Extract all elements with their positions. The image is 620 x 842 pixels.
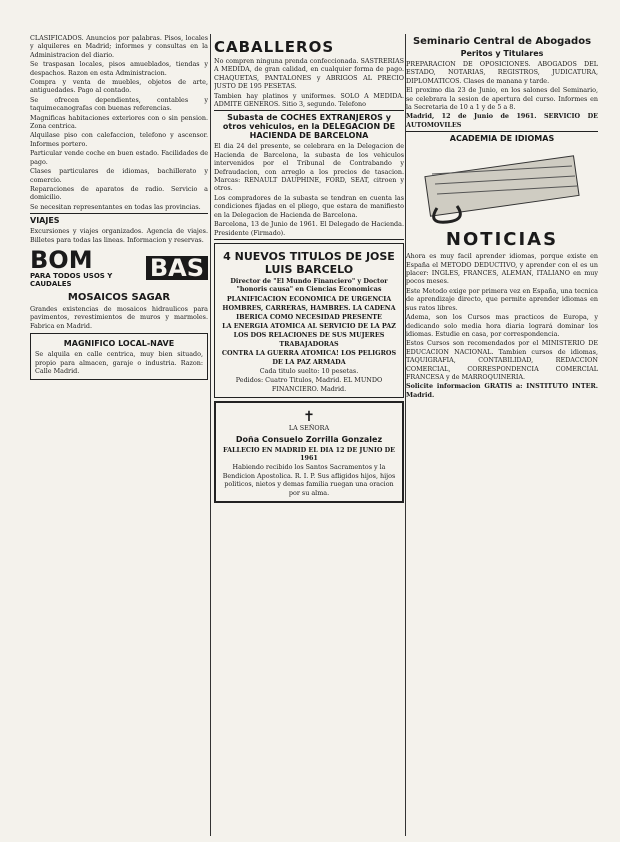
cross-icon: ✝	[303, 409, 315, 426]
noticias-text: Adema, son los Cursos mas practicos de Europa, y dedicando solo media hora diaria logrará dominar los idiomas. Estudie en casa, por correspondencia.	[406, 313, 598, 338]
esquela-notice	[214, 401, 404, 503]
classified-entry: Se ofrecen dependientes, contables y taquimecanografas con buenas referencias.	[30, 95, 208, 113]
magnifico-ad	[30, 333, 208, 380]
divider	[30, 213, 208, 214]
libros-price: Cada titulo suelto: 10 pesetas.	[259, 366, 359, 375]
academia-heading: ACADEMIA DE IDIOMAS	[449, 134, 555, 144]
mosaicos-text: Grandes existencias de mosaicos hidraulicos para pavimentos, revestimientos de muros y marmoles. Fabrica en Madrid.	[30, 304, 208, 330]
classified-entry: Compra y venta de muebles, objetos de arte, antiguedades. Pago al contado.	[30, 78, 208, 95]
column-center	[214, 34, 404, 836]
bombas-ad	[30, 245, 208, 288]
noticias-text: Solicite informacion GRATIS a: INSTITUTO INTER. Madrid.	[406, 382, 598, 399]
magnifico-text: Se alquila en calle centrica, muy bien situado, propio para almacen, garaje o industria. Razon: Calle Madrid.	[35, 350, 203, 375]
seminario-text: El proximo dia 23 de Junio, en los salones del Seminario, se celebrara la sesion de apertura del curso. Informes en la Secretaria de 10 a 1 y de 5 a 8.	[406, 86, 598, 112]
noticias-text: Este Metodo exige por primera vez en España, una tecnica de aprendizaje directo, que permite aprender idiomas en sus ratos libres.	[406, 286, 598, 312]
column-right	[406, 34, 598, 836]
mosaicos-heading: MOSAICOS SAGAR	[67, 291, 171, 303]
libros-ad	[214, 243, 404, 398]
libros-address: Pedidos: Cuatro Titulos, Madrid. EL MUNDO FINANCIERO. Madrid.	[235, 376, 383, 393]
divider	[406, 131, 598, 132]
classified-entry: Alquilase piso con calefaccion, telefono y ascensor. Informes portero.	[30, 131, 208, 148]
seminario-heading: Seminario Central de Abogados	[412, 36, 592, 47]
column-classifieds	[30, 34, 208, 836]
libros-item: HOMBRES, CARRERAS, HAMBRES. LA CADENA IBERICA COMO NECESIDAD PRESENTE	[222, 304, 396, 321]
seminario-text: PREPARACION DE OPOSICIONES. ABOGADOS DEL ESTADO, NOTARIAS, REGISTROS, JUDICATURA, DIPLOMATICOS. Clases de manana y tarde.	[406, 60, 598, 85]
seminario-subheading: Peritos y Titulares	[460, 49, 544, 58]
magnifico-heading: MAGNIFICO LOCAL-NAVE	[63, 339, 175, 349]
telephone-illustration	[406, 146, 598, 226]
libros-item: CONTRA LA GUERRA ATOMICA! LOS PELIGROS DE LA PAZ ARMADA	[221, 349, 397, 366]
subasta-heading: Subasta de COCHES EXTRANJEROS y otros vehiculos, en la DELEGACION DE HACIENDA DE BARCELONA	[222, 113, 396, 141]
bombas-left-word: BOM	[30, 245, 93, 274]
libros-item: PLANIFICACION ECONOMICA DE URGENCIA	[226, 294, 392, 303]
viajes-heading: VIAJES	[30, 216, 60, 226]
noticias-text: Ahora es muy facil aprender idiomas, porque existe en España el METODO DEDUCTIVO, y aprender con el es un placer: INGLES, FRANCES, ALEMAN, ITALIANO en muy pocos meses.	[406, 252, 598, 286]
seminario-text: Madrid, 12 de Junio de 1961. SERVICIO DE AUTOMOVILES	[406, 112, 598, 129]
caballeros-text: No compren ninguna prenda confeccionada. SASTRERIAS A MEDIDA, de gran calidad, en cualquier forma de pago. CHAQUETAS, PANTALONES y ABRIGOS AL PRECIO JUSTO DE 195 PESETAS.	[214, 57, 404, 91]
classified-entry: Se necesitan representantes en todas las provincias.	[30, 202, 201, 211]
subasta-text: El dia 24 del presente, se celebrara en la Delegacion de Hacienda de Barcelona, la subasta de los vehiculos intervenidos por el Tribunal de Contrabando y Defraudacion, con arreglo a los precios de tasacion. Marcas: RENAULT DAUPHINE, FORD, SEAT, citroen y otros.	[214, 142, 404, 193]
libros-subtitle: Director de "El Mundo Financiero" y Doctor "honoris causa" en Ciencias Economicas	[230, 276, 388, 294]
libros-item: LOS DOS RELACIONES DE SUS MUJERES TRABAJADORAS	[233, 331, 385, 348]
subasta-text: Los compradores de la subasta se tendran en cuenta las condiciones fijadas en el pliego, que estara de manifiesto en la Delegacion de Hacienda de Barcelona.	[214, 193, 404, 219]
subasta-date: Barcelona, 13 de Junio de 1961. El Delegado de Hacienda. Presidente (Firmado).	[214, 220, 404, 237]
libros-item: LA ENERGIA ATOMICA AL SERVICIO DE LA PAZ	[222, 321, 396, 330]
bombas-tagline: PARA TODOS USOS Y CAUDALES	[30, 271, 113, 288]
classified-entry: Particular vende coche en buen estado. Facilidades de pago.	[30, 149, 208, 166]
column-rule	[210, 34, 211, 836]
noticias-heading: NOTICIAS	[445, 229, 559, 251]
caballeros-heading: CABALLEROS	[214, 38, 335, 56]
esquela-name: Doña Consuelo Zorrilla Gonzalez	[235, 434, 383, 444]
libros-heading: 4 NUEVOS TITULOS DE JOSE LUIS BARCELO	[223, 249, 395, 276]
telephone-icon	[406, 146, 598, 226]
classified-entry: CLASIFICADOS. Anuncios por palabras. Pisos, locales y alquileres en Madrid; informes y consultas en la Administracion del diario.	[30, 34, 208, 59]
classified-entry: Magnificas habitaciones exteriores con o sin pension. Zona centrica.	[30, 113, 208, 131]
classified-entry: Reparaciones de aparatos de radio. Servicio a domicilio.	[30, 184, 208, 202]
divider	[214, 239, 404, 240]
esquela-pre: LA SEÑORA	[288, 424, 330, 433]
classified-entry: Clases particulares de idiomas, bachillerato y comercio.	[30, 167, 208, 184]
esquela-date: FALLECIO EN MADRID EL DIA 12 DE JUNIO DE 1961	[222, 445, 396, 462]
noticias-text: Estos Cursos son recomendados por el MINISTERIO DE EDUCACION NACIONAL. Tambien cursos de idiomas, TAQUIGRAFIA, CONTABILIDAD, REDACCION COMERCIAL, CORRESPONDENCIA COMERCIAL FRANCESA y de MARROQUINERIA.	[406, 339, 598, 381]
classified-entry: Se traspasan locales, pisos amueblados, tiendas y despachos. Razon en esta Administracion.	[30, 60, 208, 77]
divider	[214, 110, 404, 111]
classified-entry: Excursiones y viajes organizados. Agencia de viajes. Billetes para todas las lineas. Informacion y reservas.	[30, 227, 208, 244]
caballeros-note: Tambien hay platinos y uniformes. SOLO A MEDIDA. ADMITE GENEROS. Sitio 3, segundo. Telefono	[214, 91, 404, 109]
bombas-right-word: BAS	[146, 256, 208, 280]
esquela-text: Habiendo recibido los Santos Sacramentos y la Bendicion Apostolica. R. I. P. Sus afligidos hijos, hijos politicos, nietos y demas familia ruegan una oracion por su alma.	[222, 463, 396, 497]
